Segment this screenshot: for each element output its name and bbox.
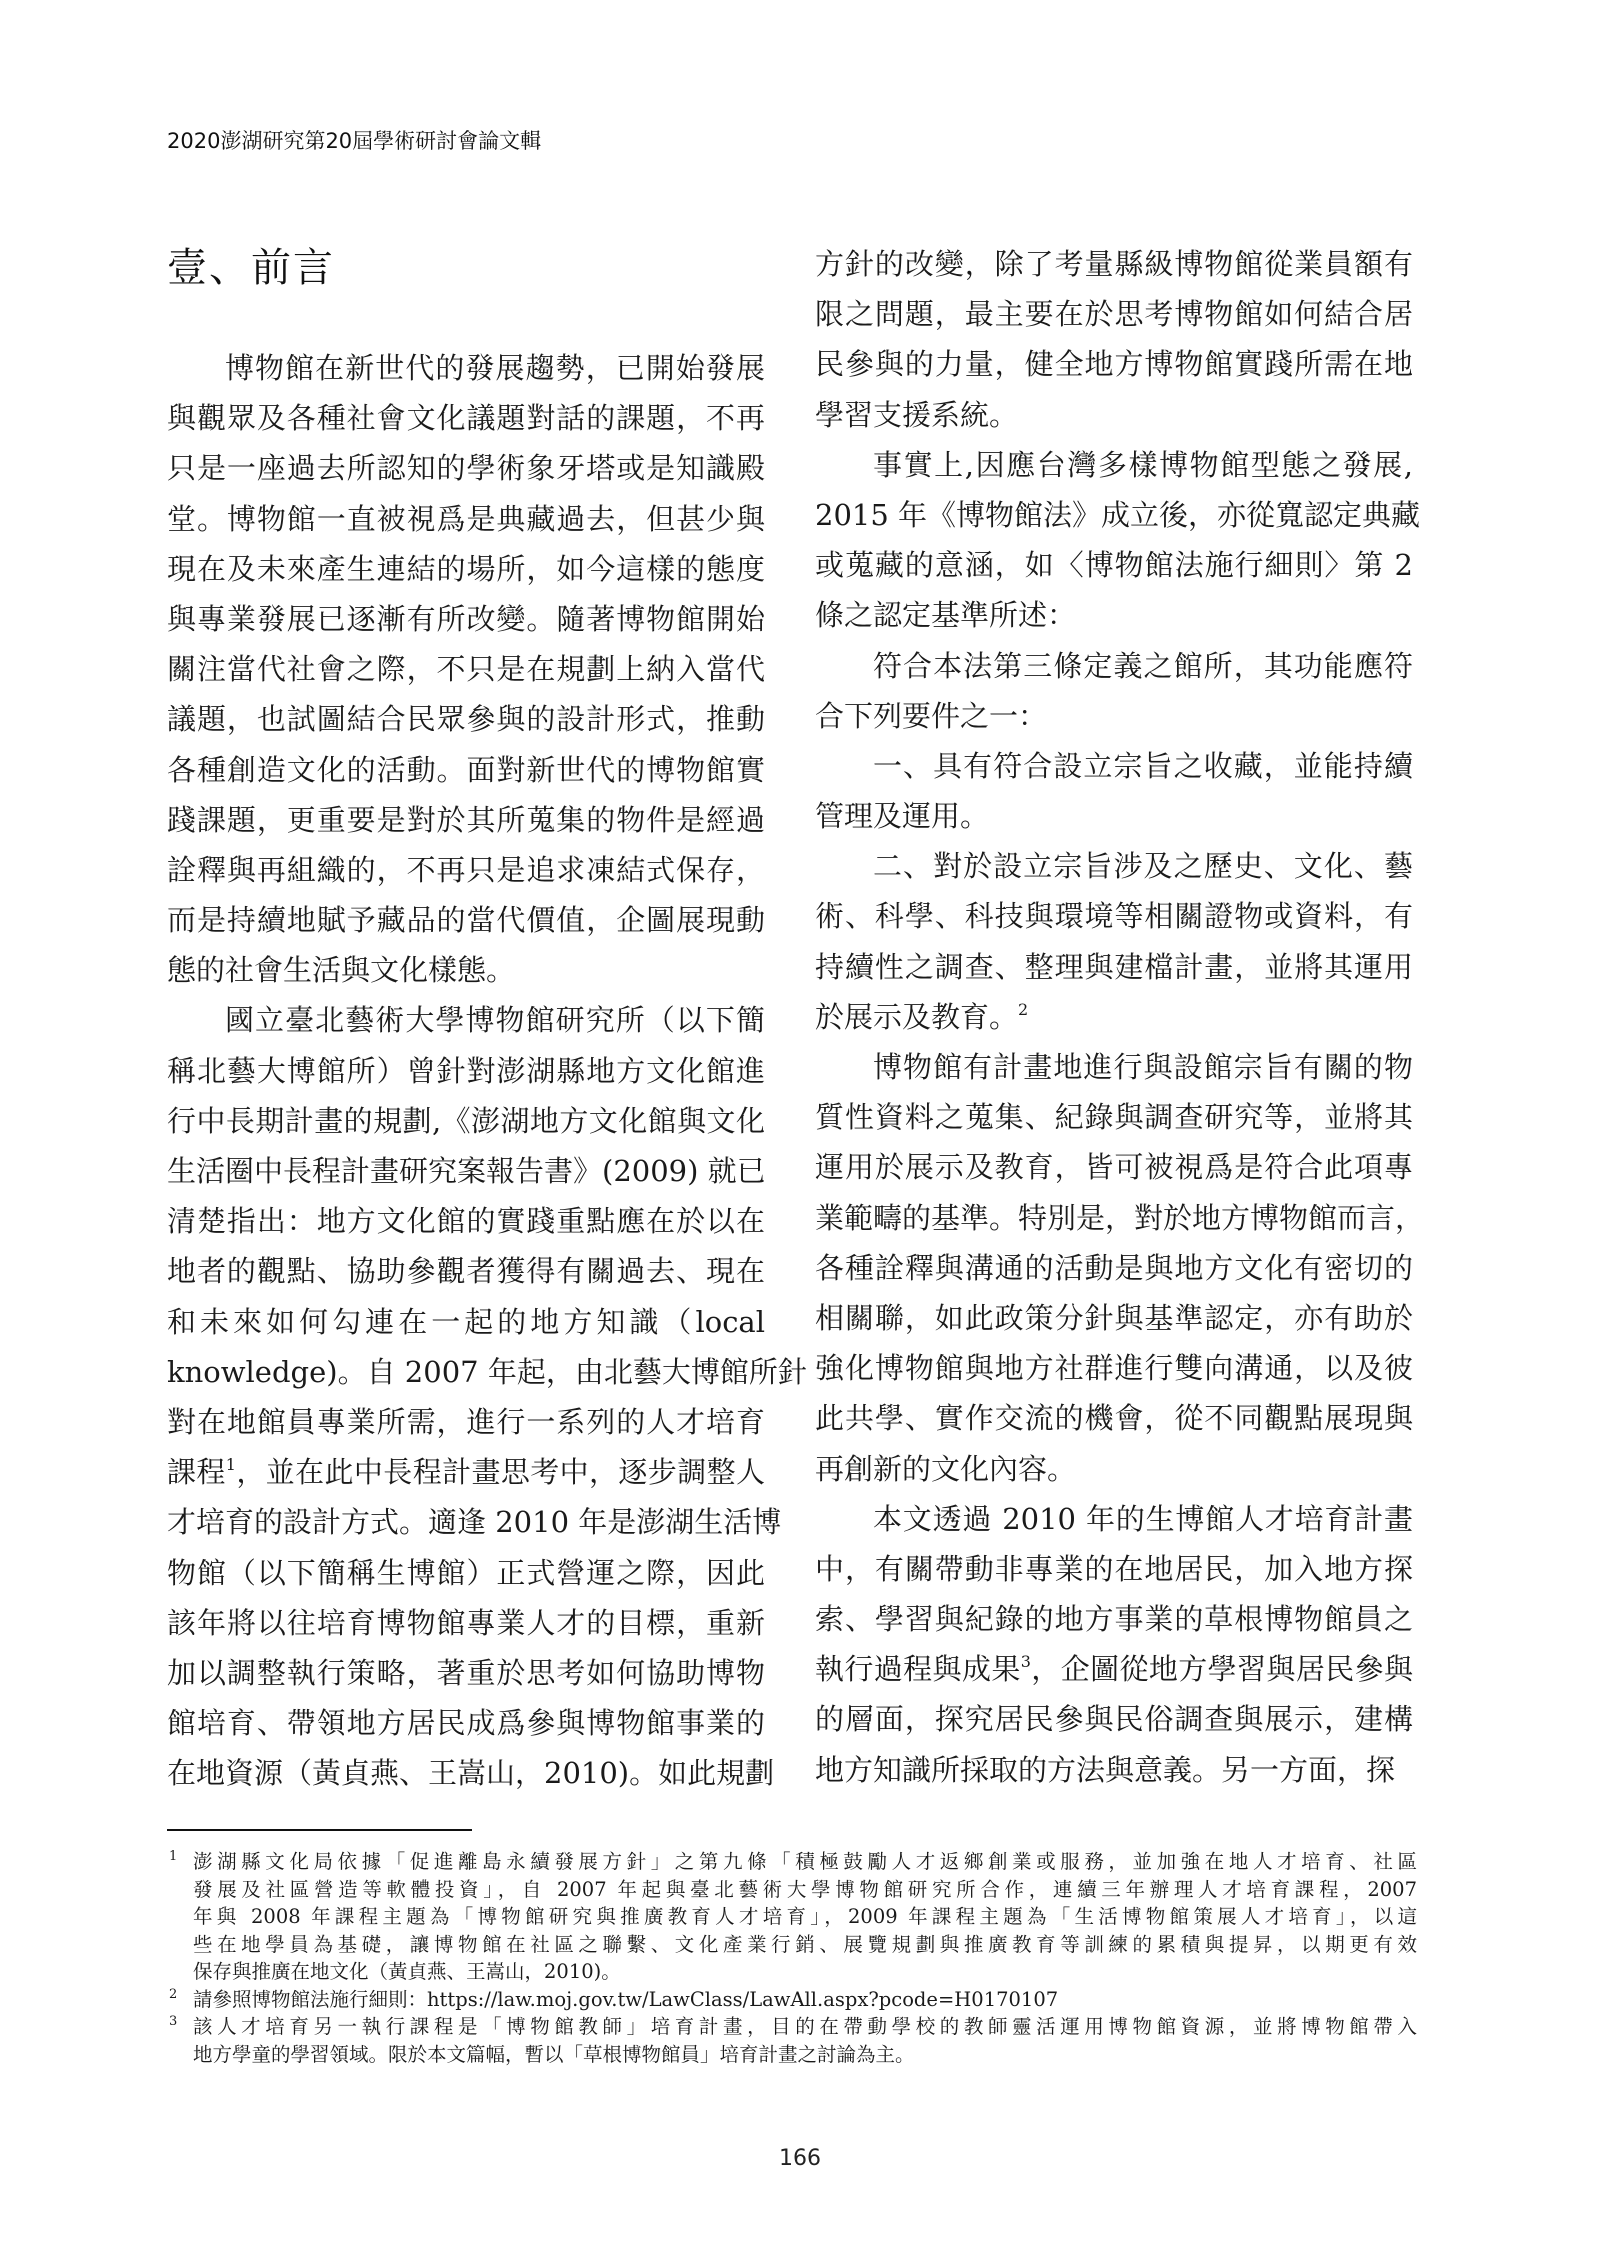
running-header: 2020澎湖研究第20屆學術研討會論文輯 xyxy=(167,129,542,153)
footnote-1 xyxy=(167,1848,1417,1986)
text-line xyxy=(815,894,1413,944)
text-run: 術、科學、科技與環境等相關證物或資料，有 xyxy=(815,899,1413,934)
text-line xyxy=(167,396,765,446)
text-run: 行中長期計畫的規劃,《澎湖地方文化館與文化 xyxy=(167,1103,765,1138)
text-line xyxy=(167,547,765,597)
text-line xyxy=(815,342,1413,392)
footnote-number: 2 xyxy=(169,1986,178,2002)
text-line xyxy=(815,1597,1413,1647)
footnote-number: 1 xyxy=(169,1849,178,1864)
text-line xyxy=(815,844,1413,894)
text-run: 合下列要件之一： xyxy=(815,698,1048,733)
text-run: 現在及未來產生連結的場所，如今這樣的態度 xyxy=(167,551,765,586)
text-line xyxy=(167,1149,765,1199)
page-number: 166 xyxy=(779,2146,821,2171)
text-line xyxy=(167,1450,765,1500)
text-line xyxy=(815,393,1413,443)
text-run: 本文透過 2010 年的生博館人才培育計畫 xyxy=(873,1501,1413,1536)
text-run: 或蒐藏的意涵，如〈博物館法施行細則〉第 2 xyxy=(815,548,1413,583)
text-run: 業範疇的基準。特別是，對於地方博物館而言， xyxy=(815,1200,1425,1235)
text-run: 於展示及教育。 xyxy=(815,999,1019,1034)
text-run: 而是持續地賦予藏品的當代價值，企圖展現動 xyxy=(167,903,765,938)
text-run: 民參與的力量，健全地方博物館實踐所需在地 xyxy=(815,347,1413,382)
text-run: 該年將以往培育博物館專業人才的目標，重新 xyxy=(167,1605,765,1640)
text-run: 各種詮釋與溝通的活動是與地方文化有密切的 xyxy=(815,1250,1413,1285)
text-run: 持續性之調查、整理與建檔計畫，並將其運用 xyxy=(815,949,1413,984)
text-line xyxy=(167,1049,765,1099)
text-line xyxy=(815,1497,1413,1547)
text-run: 踐課題，更重要是對於其所蒐集的物件是經過 xyxy=(167,802,765,837)
footnote-line: 保存與推廣在地文化（黃貞燕、王嵩山，2010)。 xyxy=(193,1960,621,1983)
text-line xyxy=(167,798,765,848)
text-run: 物館（以下簡稱生博館）正式營運之際，因此 xyxy=(167,1555,765,1590)
text-line xyxy=(167,848,765,898)
text-run: 執行過程與成果 xyxy=(815,1652,1021,1687)
text-line xyxy=(167,697,765,747)
text-line xyxy=(815,1447,1413,1497)
text-line xyxy=(815,1647,1413,1697)
text-line xyxy=(815,493,1421,543)
footnote-line: 該人才培育另一執行課程是「博物館教師」培育計畫，目的在帶動學校的教師靈活運用博物館資源，並將博物館帶入 xyxy=(193,2015,1417,2038)
text-run: 強化博物館與地方社群進行雙向溝通，以及彼 xyxy=(815,1351,1413,1386)
text-run: knowledge)。自 2007 年起，由北藝大博館所針 xyxy=(167,1354,807,1389)
text-line xyxy=(815,694,1413,744)
text-line xyxy=(167,1751,775,1801)
left-column-body xyxy=(167,346,807,1801)
text-line xyxy=(167,1701,765,1751)
text-run: 運用於展示及教育，皆可被視爲是符合此項專 xyxy=(815,1150,1413,1185)
text-line xyxy=(167,346,765,396)
footnotes xyxy=(167,1848,1417,2068)
text-run: 議題，也試圖結合民眾參與的設計形式，推動 xyxy=(167,702,765,737)
text-run: 條之認定基準所述： xyxy=(815,598,1077,633)
text-run: 再創新的文化內容。 xyxy=(815,1451,1077,1486)
footnote-line: 澎湖縣文化局依據「促進離島永續發展方針」之第九條「積極鼓勵人才返鄉創業或服務，並加強在地人才培育、社區 xyxy=(193,1850,1417,1873)
text-run: 中，有關帶動非專業的在地居民，加入地方探 xyxy=(815,1551,1413,1586)
text-run: 館培育、帶領地方居民成爲參與博物館事業的 xyxy=(167,1706,765,1741)
footnote-line: 地方學童的學習領域。限於本文篇幅，暫以「草根博物館員」培育計畫之討論為主。 xyxy=(193,2042,915,2066)
text-line xyxy=(815,794,1413,844)
text-line xyxy=(167,1300,765,1350)
text-line xyxy=(167,998,765,1048)
text-line xyxy=(167,1601,765,1651)
right-column-body xyxy=(815,242,1425,1798)
footnote-link-line[interactable]: 請參照博物館法施行細則：https://law.moj.gov.tw/LawClass/LawAll.aspx?pcode=H0170107 xyxy=(193,1987,1059,2011)
text-run: 事實上,因應台灣多樣博物館型態之發展, xyxy=(873,447,1413,482)
footnote-number: 3 xyxy=(169,2014,178,2029)
text-run: 索、學習與紀錄的地方事業的草根博物館員之 xyxy=(815,1602,1413,1637)
text-line xyxy=(815,1095,1413,1145)
text-line xyxy=(815,995,1413,1045)
text-run: 詮釋與再組織的，不再只是追求凍結式保存， xyxy=(167,852,765,887)
text-line xyxy=(815,1748,1413,1798)
text-run: 加以調整執行策略，著重於思考如何協助博物 xyxy=(167,1655,765,1690)
text-run: 學習支援系統。 xyxy=(815,397,1019,432)
text-run: 相關聯，如此政策分針與基準認定，亦有助於 xyxy=(815,1300,1413,1335)
text-line xyxy=(167,446,765,496)
text-line xyxy=(167,1099,765,1149)
footnote-line: 年與 2008 年課程主題為「博物館研究與推廣教育人才培育」，2009 年課程主題為「生活博物館策展人才培育」，以這 xyxy=(193,1905,1417,1928)
footnote-3 xyxy=(167,2013,1417,2068)
text-line xyxy=(815,242,1413,292)
footnote-2 xyxy=(167,1986,1417,2014)
text-line xyxy=(167,1249,765,1299)
text-run: 博物館在新世代的發展趨勢，已開始發展 xyxy=(225,351,765,385)
text-line xyxy=(167,1500,782,1550)
text-run: 各種創造文化的活動。面對新世代的博物館實 xyxy=(167,752,765,787)
text-line xyxy=(815,1045,1413,1095)
text-run: 二、對於設立宗旨涉及之歷史、文化、藝 xyxy=(873,849,1413,884)
text-line xyxy=(167,748,765,798)
text-run: 課程 xyxy=(167,1455,226,1490)
text-line xyxy=(167,1551,765,1601)
footnote-line: 發展及社區營造等軟體投資」，自 2007 年起與臺北藝術大學博物館研究所合作，連續三年辦理人才培育課程，2007 xyxy=(193,1877,1417,1901)
text-line xyxy=(167,948,765,998)
text-run: 地者的觀點、協助參觀者獲得有關過去、現在 xyxy=(167,1254,765,1289)
text-run: 符合本法第三條定義之館所，其功能應符 xyxy=(873,648,1413,683)
text-line xyxy=(815,1697,1413,1747)
text-run: 才培育的設計方式。適逢 2010 年是澎湖生活博 xyxy=(167,1505,782,1540)
text-run: 堂。博物館一直被視爲是典藏過去，但甚少與 xyxy=(167,501,765,536)
text-line xyxy=(815,443,1413,493)
text-run: ，企圖從地方學習與居民參與 xyxy=(1030,1652,1413,1687)
text-run: 此共學、實作交流的機會，從不同觀點展現與 xyxy=(815,1401,1413,1436)
text-line xyxy=(815,292,1413,342)
text-run: 2015 年《博物館法》成立後，亦從寬認定典藏 xyxy=(815,497,1421,532)
text-run: 博物館有計畫地進行與設館宗旨有關的物 xyxy=(873,1050,1413,1084)
text-run: 與專業發展已逐漸有所改變。隨著博物館開始 xyxy=(167,601,765,636)
text-run: 清楚指出：地方文化館的實踐重點應在於以在 xyxy=(167,1204,765,1239)
footnote-line: 些在地學員為基礎，讓博物館在社區之聯繫、文化產業行銷、展覽規劃與推廣教育等訓練的累積與提昇，以期更有效 xyxy=(193,1932,1417,1956)
text-run: 在地資源（黃貞燕、王嵩山，2010)。如此規劃 xyxy=(167,1756,775,1791)
text-run: 國立臺北藝術大學博物館研究所（以下簡 xyxy=(225,1003,765,1038)
text-run: 質性資料之蒐集、紀錄與調查研究等，並將其 xyxy=(815,1100,1413,1135)
text-line xyxy=(167,1651,765,1701)
text-run: 生活圈中長程計畫研究案報告書》(2009) 就已 xyxy=(167,1154,766,1188)
text-run: 和未來如何勾連在一起的地方知識（local xyxy=(167,1304,765,1339)
text-line xyxy=(167,497,765,547)
text-line xyxy=(815,644,1413,694)
footnote-separator xyxy=(167,1829,472,1831)
text-line xyxy=(167,1350,807,1400)
text-run: 與觀眾及各種社會文化議題對話的課題，不再 xyxy=(167,401,765,436)
text-run: 稱北藝大博館所）曾針對澎湖縣地方文化館進 xyxy=(167,1053,765,1088)
footnote-reference[interactable]: 3 xyxy=(1020,1652,1031,1672)
text-run: 對在地館員專業所需，進行一系列的人才培育 xyxy=(167,1404,765,1439)
text-run: 只是一座過去所認知的學術象牙塔或是知識殿 xyxy=(167,451,765,486)
text-line xyxy=(167,1400,765,1450)
text-line xyxy=(167,898,765,948)
text-line xyxy=(815,1396,1413,1446)
footnote-reference[interactable]: 2 xyxy=(1018,999,1029,1019)
text-line xyxy=(815,1145,1413,1195)
text-line xyxy=(815,1246,1413,1296)
text-line xyxy=(815,1196,1425,1246)
text-line xyxy=(815,744,1413,794)
text-run: 關注當代社會之際，不只是在規劃上納入當代 xyxy=(167,652,765,687)
text-run: 限之問題，最主要在於思考博物館如何結合居 xyxy=(815,297,1413,332)
text-run: ，並在此中長程計畫思考中，逐步調整人 xyxy=(235,1455,765,1490)
text-line xyxy=(167,597,765,647)
text-line xyxy=(167,647,765,697)
text-run: 地方知識所採取的方法與意義。另一方面，探 xyxy=(815,1752,1396,1787)
text-line xyxy=(167,1199,765,1249)
text-line xyxy=(815,945,1413,995)
text-run: 一、具有符合設立宗旨之收藏，並能持續 xyxy=(873,748,1413,783)
text-line xyxy=(815,1547,1413,1597)
text-line xyxy=(815,1296,1413,1346)
text-line xyxy=(815,543,1413,593)
text-run: 態的社會生活與文化樣態。 xyxy=(167,953,516,988)
footnote-reference[interactable]: 1 xyxy=(225,1455,236,1475)
text-run: 管理及運用。 xyxy=(815,799,990,834)
text-line xyxy=(815,593,1413,643)
text-run: 方針的改變，除了考量縣級博物館從業員額有 xyxy=(815,247,1413,281)
text-line xyxy=(815,1346,1413,1396)
text-run: 的層面，探究居民參與民俗調查與展示，建構 xyxy=(815,1702,1413,1737)
section-title: 壹、前言 xyxy=(167,245,335,291)
